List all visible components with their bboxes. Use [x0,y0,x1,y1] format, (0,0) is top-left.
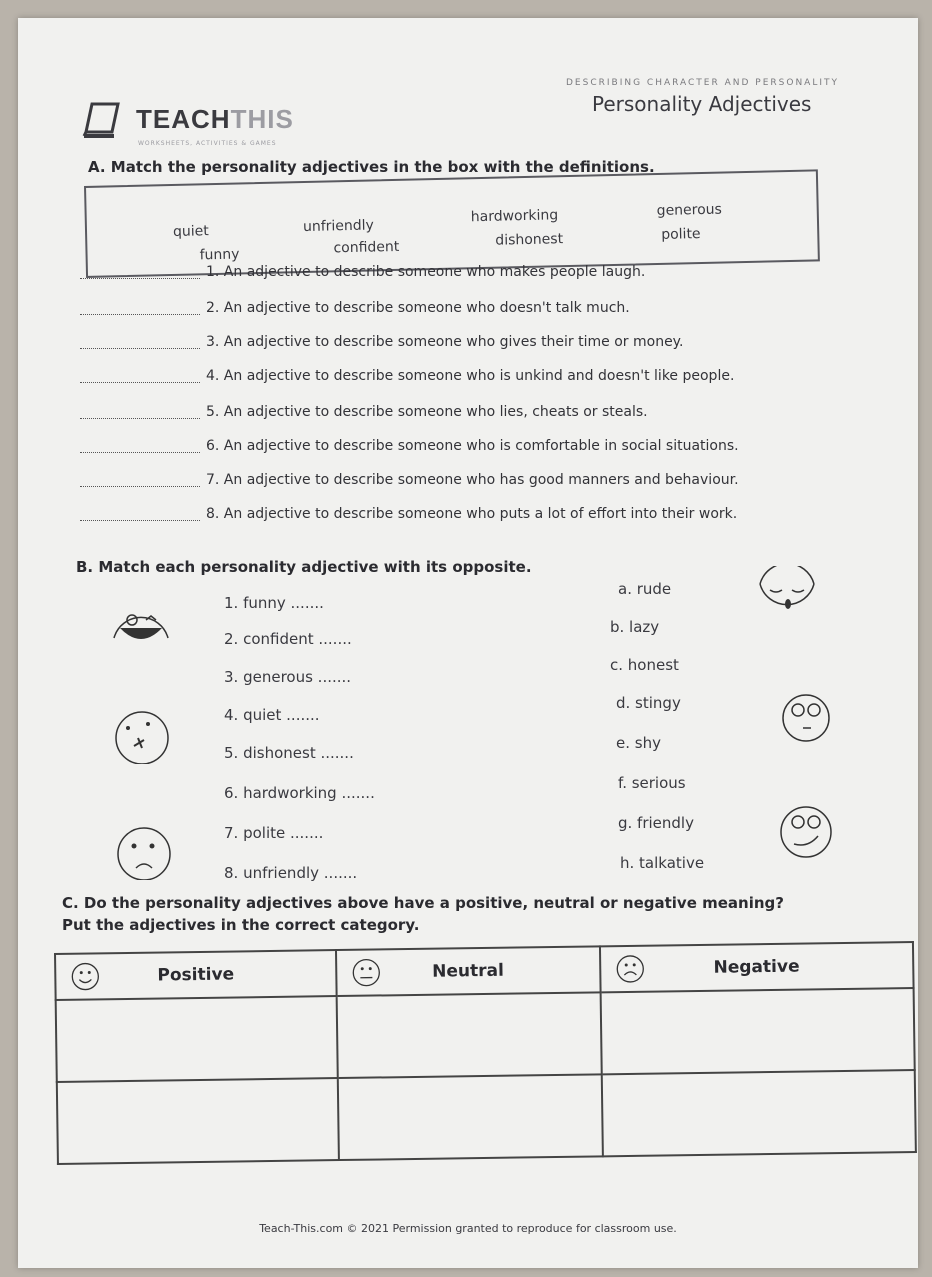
definition-row [80,438,739,454]
shocked-face-icon [756,566,818,622]
section-c-instruction: C. Do the personality adjectives above have a positive, neutral or negative meaning? [62,894,784,912]
opposite-item: g. friendly [618,814,694,832]
logo-subtitle: WORKSHEETS, ACTIVITIES & GAMES [138,140,277,147]
opposite-item: d. stingy [616,694,681,712]
column-label: Negative [713,956,800,978]
definition-text: 7. An adjective to describe someone who has good manners and behaviour. [206,472,739,488]
definition-text: 3. An adjective to describe someone who gives their time or money. [206,334,684,350]
definition-row [80,334,683,350]
column-positive [55,950,337,1000]
definition-text: 8. An adjective to describe someone who puts a lot of effort into their work. [206,506,738,522]
logo-this: THIS [230,104,294,134]
adjective-item: 2. confident ....... [224,630,352,648]
definition-text: 1. An adjective to describe someone who makes people laugh. [206,264,646,280]
definition-row [80,472,739,488]
column-negative [600,942,914,992]
page-title: Personality Adjectives [592,92,812,116]
opposite-item: f. serious [618,774,686,792]
definition-row [80,506,737,522]
opposite-item: h. talkative [620,854,705,872]
section-a-instruction: A. Match the personality adjectives in the box with the definitions. [88,158,655,176]
adjective-item: 1. funny ....... [224,594,324,612]
tagline: DESCRIBING CHARACTER AND PERSONALITY [566,78,839,88]
definition-row [80,264,645,280]
word-funny: funny [199,246,240,264]
neutral-cell[interactable] [338,1074,603,1160]
smiling-face-icon [776,804,836,860]
section-c-instruction-2: Put the adjectives in the correct category. [62,916,420,934]
adjective-item: 3. generous ....... [224,668,352,686]
positive-cell[interactable] [56,996,338,1082]
book-logo-icon [80,96,124,140]
word-quiet: quiet [172,223,210,240]
worried-face-icon [776,692,836,742]
adjective-item: 7. polite ....... [224,824,324,842]
neutral-cell[interactable] [337,992,602,1078]
word-unfriendly: unfriendly [302,217,375,236]
adjective-item: 6. hardworking ....... [224,784,375,802]
word-dishonest: dishonest [495,231,564,249]
word-hardworking: hardworking [470,207,559,226]
opposite-item: b. lazy [610,618,660,636]
column-neutral [336,946,600,996]
definition-row [80,368,734,384]
laughing-face-icon [110,598,172,652]
negative-cell[interactable] [600,988,915,1074]
word-confident: confident [333,238,400,257]
worksheet-page [18,18,918,1268]
column-label: Positive [157,964,235,986]
opposite-item: c. honest [610,656,679,674]
opposite-item: e. shy [616,734,661,752]
definition-row [80,404,648,420]
definition-text: 4. An adjective to describe someone who is unkind and doesn't like people. [206,368,735,384]
footer: Teach-This.com © 2021 Permission granted to reproduce for classroom use. [259,1222,677,1235]
section-b-instruction: B. Match each personality adjective with its opposite. [76,558,532,576]
adjective-item: 4. quiet ....... [224,706,320,724]
adjective-item: 8. unfriendly ....... [224,864,358,882]
happy-face-icon [70,961,100,991]
definition-text: 6. An adjective to describe someone who is comfortable in social situations. [206,438,739,454]
logo-teach: TEACH [136,104,231,134]
word-generous: generous [656,201,723,220]
word-box [84,169,820,278]
dizzy-face-icon [112,708,172,764]
definition-text: 5. An adjective to describe someone who lies, cheats or steals. [206,404,648,420]
opposite-item: a. rude [618,580,672,598]
adjective-item: 5. dishonest ....... [224,744,354,762]
sad-face-icon [615,954,645,984]
category-table [54,941,917,1165]
angry-face-icon [114,824,174,880]
positive-cell[interactable] [57,1078,339,1164]
definition-row [80,300,630,316]
negative-cell[interactable] [601,1070,916,1156]
logo-text [136,104,294,135]
word-polite: polite [661,226,701,243]
definition-text: 2. An adjective to describe someone who doesn't talk much. [206,300,630,316]
column-label: Neutral [432,960,505,982]
neutral-face-icon [351,957,381,987]
